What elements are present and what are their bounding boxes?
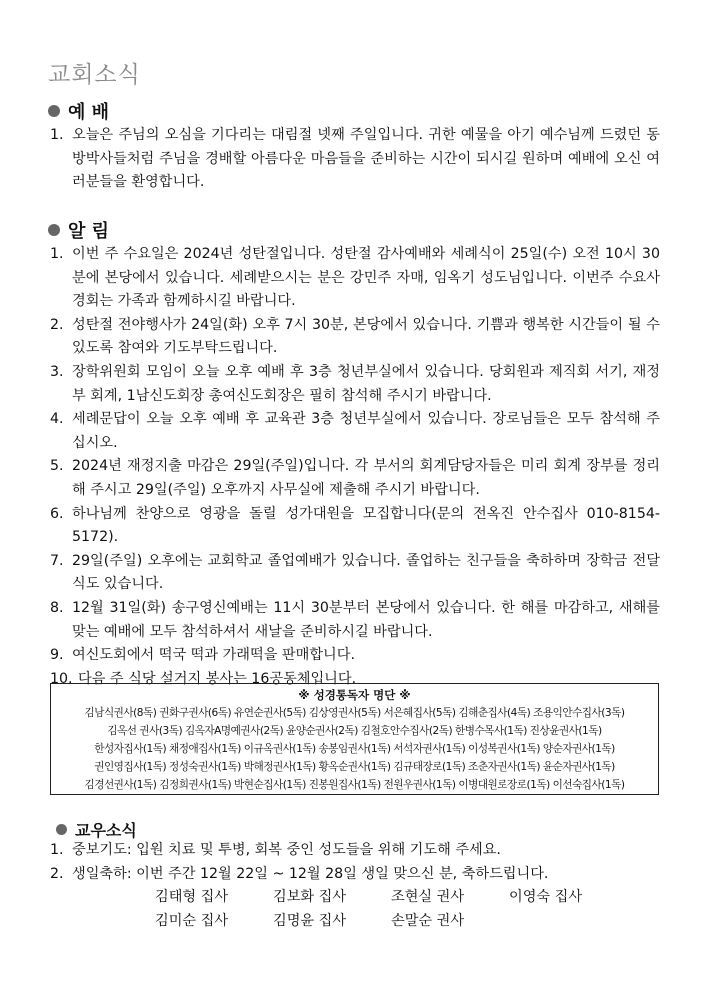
item-number: 7. bbox=[50, 552, 64, 569]
item-text: 2024년 재정지출 마감은 29일(주일)입니다. 각 부서의 회계담당자들은 미리 회계 장부를 정리해 주시고 29일(주일) 오후까지 사무실에 제출해 주시기 바랍니다. bbox=[72, 458, 660, 498]
page-title: 교회소식 bbox=[48, 62, 141, 88]
bible-readers-box bbox=[50, 683, 659, 795]
notices-heading-label: 알 림 bbox=[68, 221, 110, 242]
item-text: 29일(주일) 오후에는 교회학교 졸업예배가 있습니다. 졸업하는 친구들을 축하하며 장학금 전달식도 있습니다. bbox=[72, 552, 660, 593]
members-heading-label: 교우소식 bbox=[75, 821, 137, 840]
item-number: 10. bbox=[50, 670, 73, 687]
item-text: 이번 주 수요일은 2024년 성탄절입니다. 성탄절 감사예배와 세례식이 25일(수) 오전 10시 30분에 본당에서 있습니다. 세례받으시는 분은 강민주 자매, 임옥기 성도님입니다. 이번주 수요사경회는 가족과 함께하시길 바랍니다. bbox=[72, 246, 660, 310]
birthday-name: 김미순 집사 bbox=[155, 912, 229, 929]
list-item bbox=[50, 644, 660, 668]
list-item bbox=[50, 408, 660, 455]
item-number: 3. bbox=[50, 363, 64, 380]
birthday-name: 김태형 집사 bbox=[155, 889, 229, 905]
readers-row: 김남식권사(8독) 권화구권사(6독) 유연순권사(5독) 김상영권사(5독) 서은혜집사(5독) 김해춘집사(4독) 조용익안수집사(3독) bbox=[84, 707, 625, 719]
readers-row: 한성자집사(1독) 채정애집사(1독) 이규옥권사(1독) 송봉임권사(1독) 서석자권사(1독) 이성복권사(1독) 양순자권사(1독) bbox=[94, 743, 615, 755]
item-number: 8. bbox=[50, 599, 64, 616]
worship-list bbox=[50, 124, 660, 195]
item-number: 9. bbox=[50, 647, 64, 664]
item-number: 1. bbox=[50, 127, 64, 143]
item-text: 성탄절 전야행사가 24일(화) 오후 7시 30분, 본당에서 있습니다. 기쁨과 행복한 시간들이 될 수 있도록 참여와 기도부탁드립니다. bbox=[72, 316, 660, 357]
list-item bbox=[50, 124, 660, 195]
members-list bbox=[50, 839, 660, 886]
bullet-icon bbox=[48, 105, 60, 117]
birthday-name: 손말순 권사 bbox=[391, 912, 465, 929]
birthday-names bbox=[155, 886, 629, 933]
item-text: 12월 31일(화) 송구영신예배는 11시 30분부터 본당에서 있습니다. 한 해를 마감하고, 새해를 맞는 예배에 모두 참석하셔서 새날을 준비하시길 바랍니다. bbox=[72, 599, 660, 640]
item-number: 4. bbox=[50, 411, 64, 428]
item-text: 여신도회에서 떡국 떡과 가래떡을 판매합니다. bbox=[72, 647, 355, 664]
item-text: 세례문답이 오늘 오후 예배 후 교육관 3층 청년부실에서 있습니다. 장로님들은 모두 참석해 주십시오. bbox=[72, 411, 660, 451]
list-item bbox=[50, 455, 660, 502]
readers-row: 김경선권사(1독) 김정희권사(1독) 박현순집사(1독) 진봉원집사(1독) 전원우권사(1독) 이병대원로장로(1독) 이선숙집사(1독) bbox=[84, 779, 625, 791]
birthday-name: 이영숙 집사 bbox=[509, 889, 583, 905]
item-number: 5. bbox=[50, 458, 64, 475]
item-number: 1. bbox=[50, 842, 64, 858]
list-item bbox=[50, 863, 660, 887]
item-text: 오늘은 주님의 오심을 기다리는 대림절 넷째 주일입니다. 귀한 예물을 아기 예수님께 드렸던 동방박사들처럼 주님을 경배할 아름다운 마음들을 준비하는 시간이 되시길 원하며 예배에 오신 여러분들을 환영합니다. bbox=[72, 127, 660, 191]
item-number: 2. bbox=[50, 865, 64, 882]
list-item bbox=[50, 361, 660, 408]
item-text: 생일축하: 이번 주간 12월 22일 ~ 12월 28일 생일 맞으신 분, 축하드립니다. bbox=[72, 865, 549, 882]
list-item bbox=[50, 314, 660, 361]
item-number: 6. bbox=[50, 505, 64, 522]
list-item bbox=[50, 503, 660, 550]
readers-row: 권인영집사(1독) 정성숙권사(1독) 박해정권사(1독) 황옥순권사(1독) 김규태장로(1독) 조춘자권사(1독) 윤순자권사(1독) bbox=[94, 761, 615, 773]
birthday-name: 김명윤 집사 bbox=[273, 912, 347, 929]
item-number: 2. bbox=[50, 316, 64, 333]
item-number: 1. bbox=[50, 246, 64, 262]
readers-title: ※ 성경통독자 명단 ※ bbox=[298, 688, 411, 702]
members-heading bbox=[56, 818, 137, 841]
list-item bbox=[50, 550, 660, 597]
list-item bbox=[50, 243, 660, 314]
list-item bbox=[50, 597, 660, 644]
readers-row: 김옥선 권사(3독) 김옥자A명예권사(2독) 윤양순권사(2독) 김철호안수집사(2독) 한병수목사(1독) 진상윤권사(1독) bbox=[107, 725, 602, 737]
notices-list bbox=[50, 243, 660, 691]
item-text: 다음 주 식당 설거지 봉사는 16공동체입니다. bbox=[78, 670, 357, 687]
worship-heading bbox=[48, 98, 109, 124]
item-text: 하나님께 찬양으로 영광을 돌릴 성가대원을 모집합니다(문의 전옥진 안수집사 010-8154-5172). bbox=[72, 505, 660, 546]
worship-heading-label: 예 배 bbox=[68, 102, 110, 123]
bullet-icon bbox=[48, 224, 60, 236]
birthday-name: 조현실 권사 bbox=[391, 889, 465, 905]
bullet-icon bbox=[56, 824, 67, 835]
notices-heading bbox=[48, 217, 109, 243]
item-text: 장학위원회 모임이 오늘 오후 예배 후 3층 청년부실에서 있습니다. 당회원과 제직회 서기, 재정부 회계, 1남신도회장 총여신도회장은 필히 참석해 주시기 바랍니다. bbox=[72, 363, 660, 404]
birthday-name: 김보화 집사 bbox=[273, 889, 347, 905]
list-item bbox=[50, 839, 660, 863]
item-text: 중보기도: 입원 치료 및 투병, 회복 중인 성도들을 위해 기도해 주세요. bbox=[72, 842, 501, 858]
